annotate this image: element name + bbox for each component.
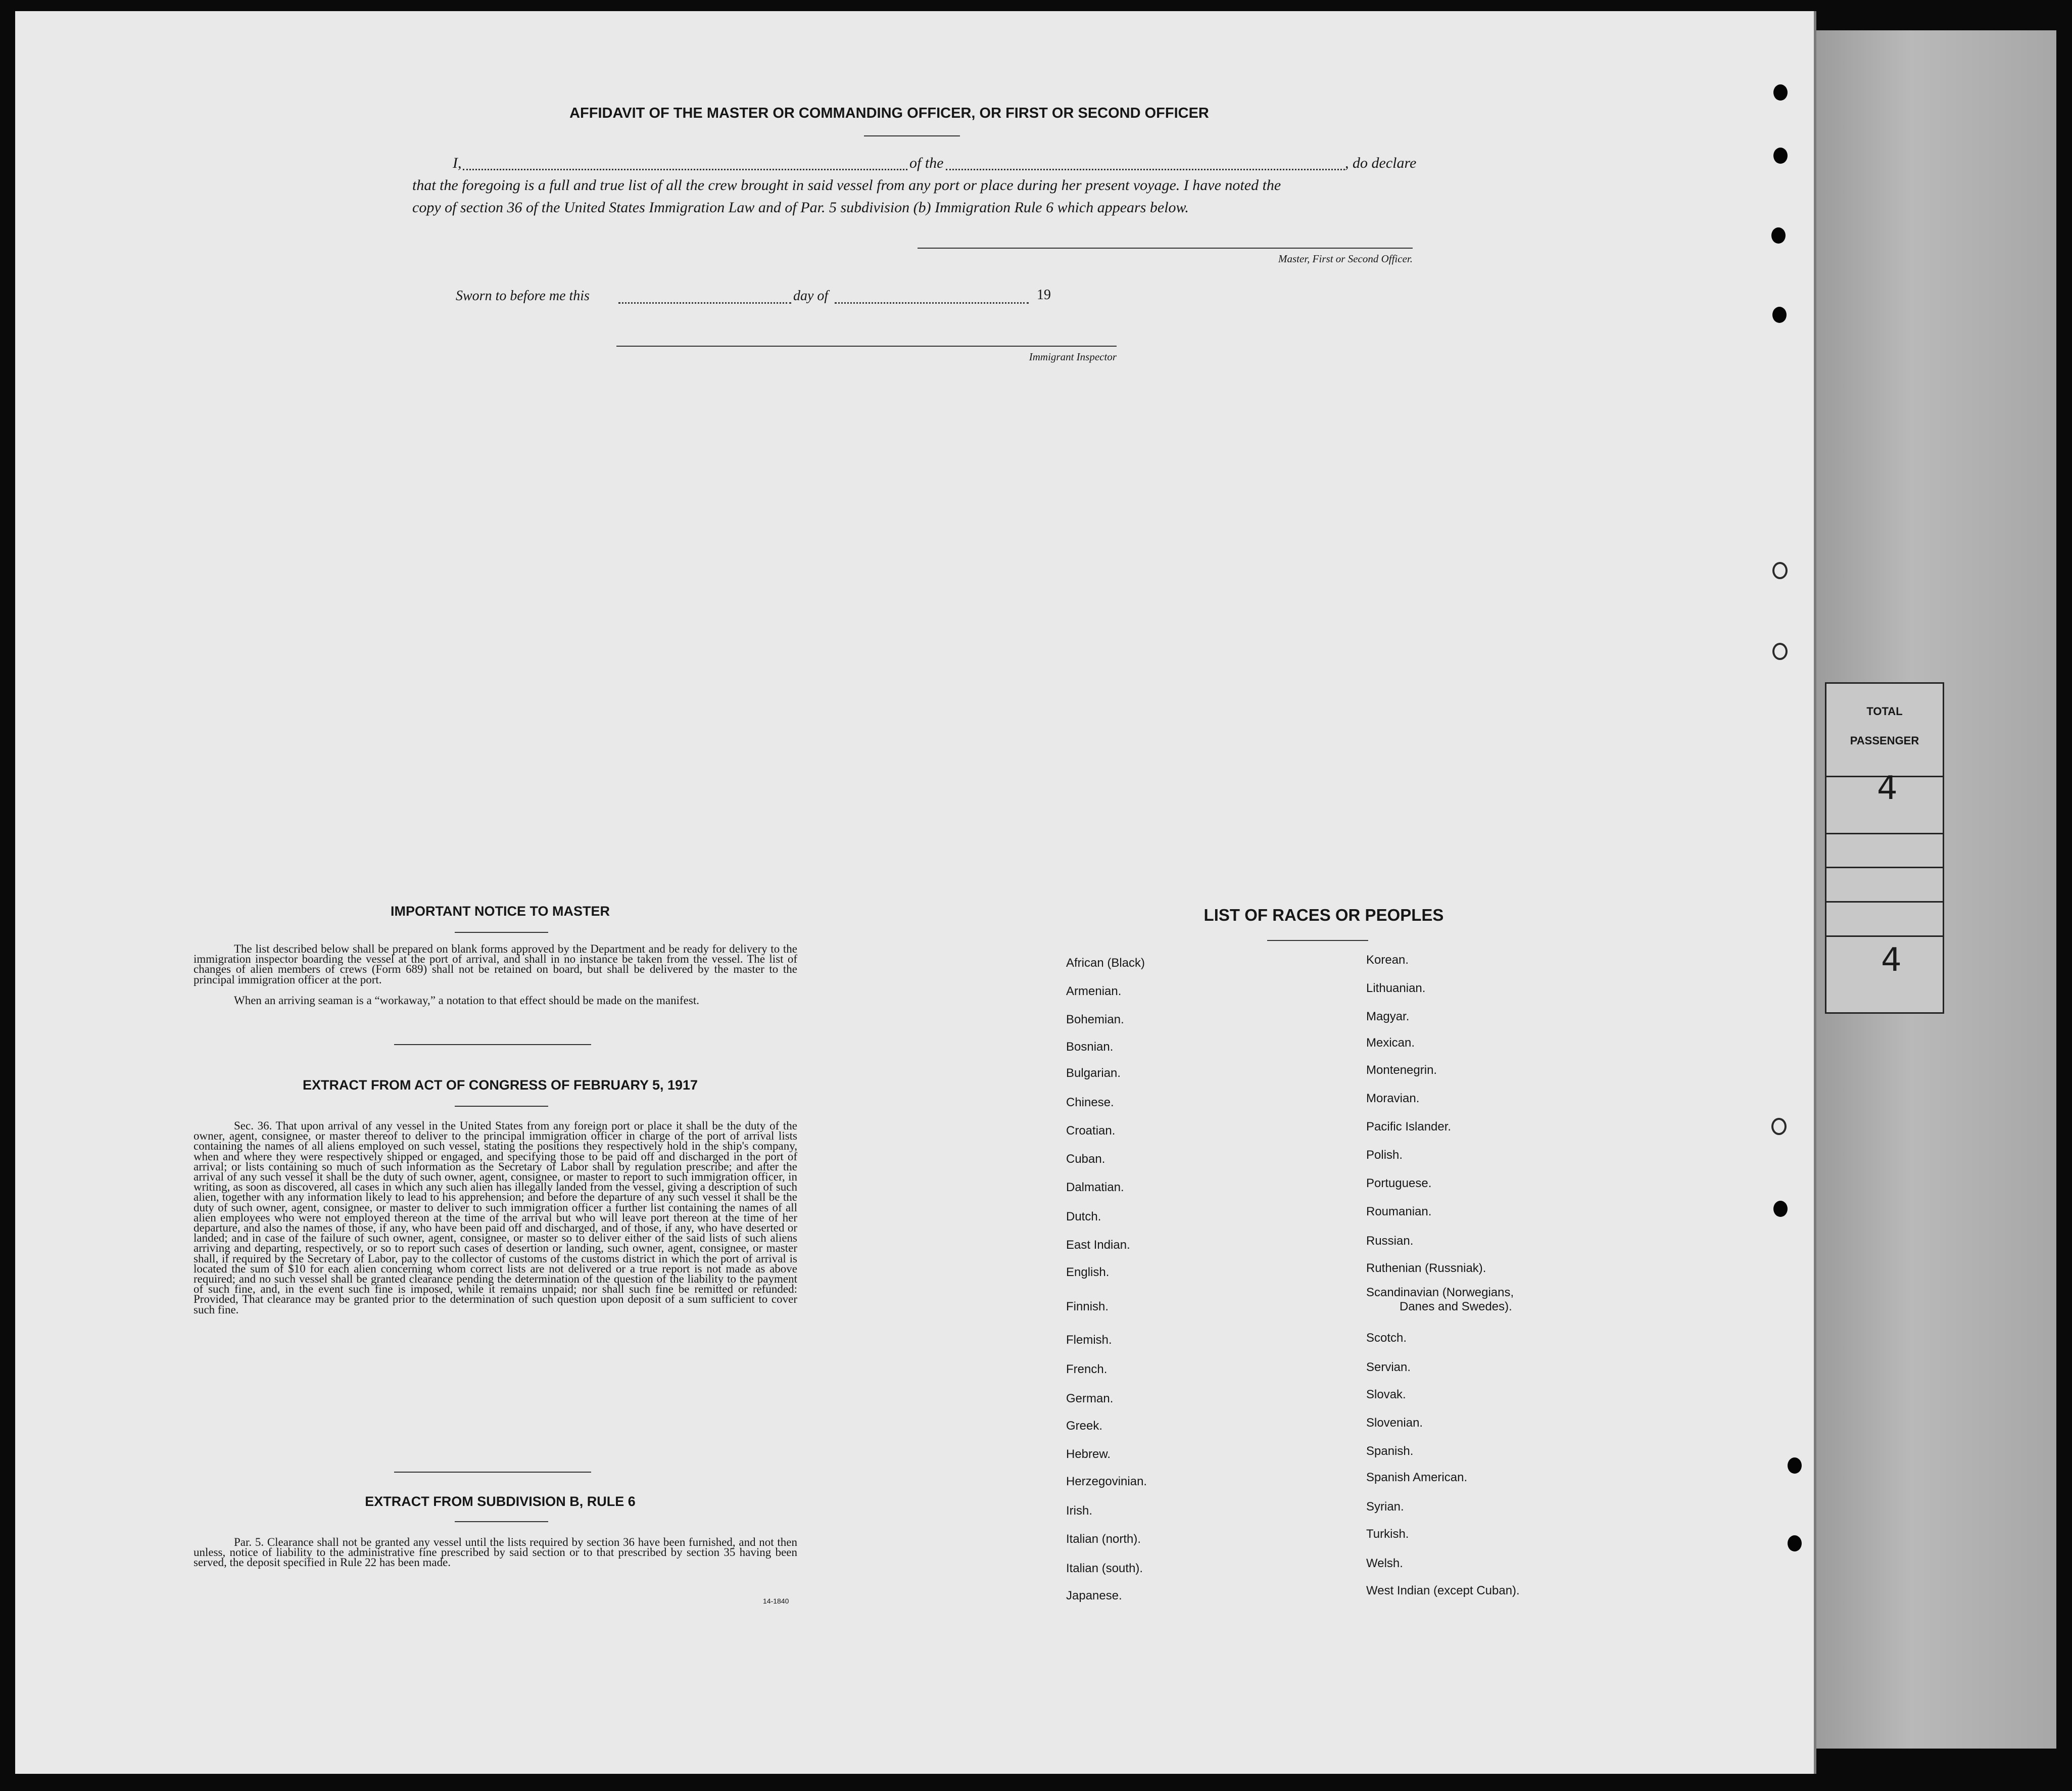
- affidavit-line-2: that the foregoing is a full and true list of all the crew brought in said vessel from any port or place during her present voyage. I have noted the: [412, 177, 1281, 194]
- document-page: [15, 11, 1816, 1774]
- punch-hole: [1788, 1535, 1802, 1551]
- race-item: Finnish.: [1066, 1300, 1109, 1313]
- race-item: African (Black): [1066, 956, 1145, 970]
- punch-hole: [1772, 562, 1788, 579]
- passenger-header: PASSENGER: [1850, 734, 1919, 747]
- extract-rule-text: Par. 5. Clearance shall not be granted any vessel until the lists required by section 36 have been furnished, and not then unless, notice of liability to the administrative fine prescribed by said section or to that prescribed by section 35 having been served, the deposit specified in Rule 22 has been made.: [194, 1536, 797, 1569]
- punch-hole: [1773, 84, 1788, 101]
- form-number: 14-1840: [763, 1597, 789, 1605]
- race-item: Bulgarian.: [1066, 1066, 1121, 1080]
- race-item: Cuban.: [1066, 1152, 1105, 1166]
- punch-hole: [1773, 148, 1788, 164]
- divider: [394, 1472, 591, 1473]
- affidavit-line-3: copy of section 36 of the United States Immigration Law and of Par. 5 subdivision (b) Immigration Rule 6 which appears below.: [412, 199, 1189, 216]
- divider: [1267, 940, 1368, 941]
- race-item: East Indian.: [1066, 1238, 1130, 1252]
- race-item: Danes and Swedes).: [1400, 1300, 1512, 1313]
- affidavit-declare-label: , do declare: [1345, 155, 1417, 171]
- race-item: Portuguese.: [1366, 1176, 1432, 1190]
- punch-hole: [1773, 1201, 1788, 1217]
- race-item: Herzegovinian.: [1066, 1475, 1147, 1488]
- race-item: French.: [1066, 1362, 1107, 1376]
- race-item: Servian.: [1366, 1360, 1411, 1374]
- race-item: Spanish.: [1366, 1444, 1414, 1458]
- day-blank: [618, 302, 791, 304]
- race-item: Roumanian.: [1366, 1205, 1432, 1218]
- race-item: Bosnian.: [1066, 1040, 1114, 1054]
- total-passengers-value: 4: [1877, 770, 1898, 807]
- race-item: Spanish American.: [1366, 1471, 1468, 1484]
- race-item: Scandinavian (Norwegians,: [1366, 1286, 1514, 1299]
- notice-paragraph-1: The list described below shall be prepared on blank forms approved by the Department and be ready for delivery to the immigration inspector boarding the vessel at the port of arrival, and shall in no instance be taken from the vessel. The list of changes of alien members of crews (Form 689) shall not be retained on board, but shall be delivered by the master to the principal immigration officer at the port.: [194, 942, 797, 986]
- punch-hole: [1788, 1457, 1802, 1474]
- notice-paragraph-2: When an arriving seaman is a “workaway,” a notation to that effect should be made on the manifest.: [234, 994, 699, 1007]
- divider: [455, 932, 548, 933]
- extract-rule-title: EXTRACT FROM SUBDIVISION B, RULE 6: [365, 1494, 636, 1509]
- race-item: Ruthenian (Russniak).: [1366, 1261, 1486, 1275]
- punch-hole: [1771, 227, 1786, 244]
- race-item: Italian (south).: [1066, 1562, 1143, 1575]
- extract-act-title: EXTRACT FROM ACT OF CONGRESS OF FEBRUARY 5, 1917: [302, 1077, 698, 1093]
- race-item: Slovak.: [1366, 1388, 1406, 1401]
- race-item: Polish.: [1366, 1148, 1403, 1162]
- day-of-label: day of: [793, 288, 829, 304]
- affidavit-of-the-label: of the: [909, 155, 944, 171]
- race-item: Russian.: [1366, 1234, 1414, 1248]
- punch-hole: [1772, 307, 1787, 323]
- race-item: Irish.: [1066, 1504, 1093, 1518]
- race-item: Syrian.: [1366, 1500, 1404, 1514]
- race-item: Montenegrin.: [1366, 1063, 1437, 1077]
- race-item: Turkish.: [1366, 1527, 1409, 1541]
- inspector-signature-line: [616, 346, 1117, 347]
- vessel-blank: [946, 169, 1345, 170]
- master-signature-line: [918, 248, 1413, 249]
- divider: [455, 1106, 548, 1107]
- box-rule: [1826, 901, 1943, 903]
- race-item: Slovenian.: [1366, 1416, 1423, 1430]
- race-item: Bohemian.: [1066, 1013, 1124, 1026]
- race-item: Korean.: [1366, 953, 1409, 967]
- race-item: Magyar.: [1366, 1010, 1410, 1023]
- box-rule: [1826, 935, 1943, 937]
- race-item: German.: [1066, 1392, 1114, 1405]
- notice-title: IMPORTANT NOTICE TO MASTER: [391, 904, 610, 919]
- race-item: Croatian.: [1066, 1124, 1116, 1138]
- sworn-label: Sworn to before me this: [456, 288, 590, 304]
- race-item: Dutch.: [1066, 1210, 1101, 1223]
- punch-hole: [1771, 1118, 1787, 1135]
- race-item: Moravian.: [1366, 1092, 1420, 1105]
- master-caption: Master, First or Second Officer.: [1278, 253, 1413, 265]
- total-header: TOTAL: [1866, 705, 1903, 718]
- race-item: Welsh.: [1366, 1557, 1403, 1570]
- affidavit-title: AFFIDAVIT OF THE MASTER OR COMMANDING OFFICER, OR FIRST OR SECOND OFFICER: [569, 105, 1209, 121]
- race-item: Chinese.: [1066, 1096, 1114, 1109]
- race-item: Scotch.: [1366, 1331, 1407, 1345]
- inspector-caption: Immigrant Inspector: [1029, 351, 1117, 363]
- name-blank: [463, 169, 907, 170]
- box-rule: [1826, 833, 1943, 834]
- race-item: Hebrew.: [1066, 1447, 1111, 1461]
- race-item: Greek.: [1066, 1419, 1103, 1433]
- affidavit-i-label: I,: [453, 155, 462, 171]
- race-item: West Indian (except Cuban).: [1366, 1584, 1520, 1597]
- divider: [864, 135, 960, 136]
- race-item: Flemish.: [1066, 1333, 1112, 1347]
- race-item: Armenian.: [1066, 984, 1122, 998]
- total-value: 4: [1881, 941, 1902, 979]
- divider: [455, 1521, 548, 1522]
- race-item: Dalmatian.: [1066, 1181, 1124, 1194]
- extract-act-text: Sec. 36. That upon arrival of any vessel in the United States from any foreign port or place it shall be the duty of the owner, agent, consignee, or master thereof to deliver to the principal immigration officer in charge of the port of arrival lists containing the names of all aliens employed on such vessel, stating the positions they respectively hold in the ship's company, when and where they were respectively shipped or engaged, and specifying those to be paid off and discharged in the port of arrival; or lists containing so much of such information as the Secretary of Labor shall by regulation prescribe; and after the arrival of any such vessel it shall be the duty of such owner, agent, consignee, or master to report to such immigration officer, in writing, as soon as discovered, all cases in which any such alien has illegally landed from the vessel, giving a description of such alien, together with any information likely to lead to his apprehension; and before the departure of any such vessel it shall be the duty of such owner, agent, consignee, or master to deliver to such immigration officer a further list containing the names of all alien employees who were not employed thereon at the time of the arrival but who will leave port thereon at the time of her departure, and also the names of those, if any, who have been paid off and discharged, and of those, if any, who have deserted or landed; and in case of the failure of such owner, agent, consignee, or master so to deliver either of the said lists of such aliens arriving and departing, respectively, or so to report such cases of desertion or landing, such owner, agent, consignee, or master shall, if required by the Secretary of Labor, pay to the collector of customs of the customs district in which the port of arrival is located the sum of $10 for each alien concerning whom correct lists are not delivered or a true report is not made as above required; and no such vessel shall be granted clearance pending the determination of the question of the liability to the payment of such fine, and, in the event such fine is imposed, while it remains unpaid; nor shall such fine be remitted or refunded: Provided, That clearance may be granted prior to the determination of such question upon deposit of a sum sufficient to cover such fine.: [194, 1119, 797, 1316]
- race-item: Pacific Islander.: [1366, 1120, 1452, 1134]
- box-rule: [1826, 867, 1943, 868]
- punch-hole: [1772, 643, 1788, 660]
- divider: [394, 1044, 591, 1045]
- year-label: 19: [1037, 287, 1051, 303]
- race-item: English.: [1066, 1265, 1110, 1279]
- races-title: LIST OF RACES OR PEOPLES: [1203, 906, 1444, 924]
- race-item: Mexican.: [1366, 1036, 1415, 1050]
- month-blank: [835, 302, 1029, 304]
- race-item: Lithuanian.: [1366, 981, 1426, 995]
- total-passengers-box: [1825, 682, 1944, 1014]
- race-item: Japanese.: [1066, 1589, 1122, 1603]
- race-item: Italian (north).: [1066, 1532, 1141, 1546]
